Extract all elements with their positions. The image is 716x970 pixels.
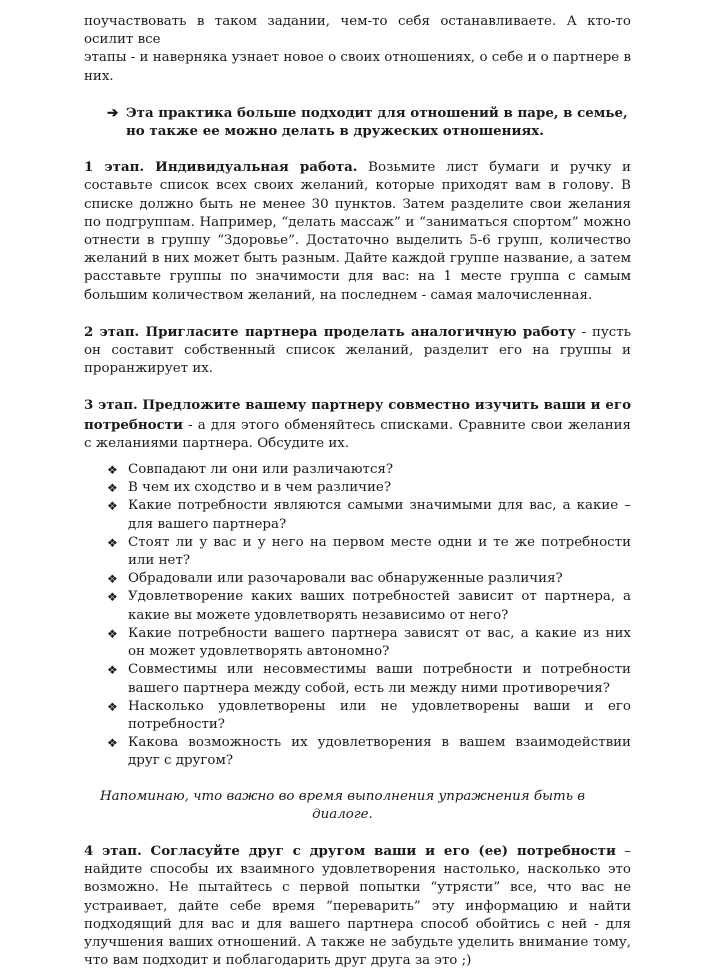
list-item-text: Какова возможность их удовлетворения в вашем взаимодействии друг с другом?: [128, 735, 631, 769]
list-item-text: Насколько удовлетворены или не удовлетворены ваши и его потребности?: [128, 698, 631, 732]
diamond-bullet-icon: ❖: [107, 463, 118, 478]
list-item: [107, 698, 631, 734]
stage-1-title: 1 этап. Индивидуальная работа.: [84, 159, 358, 176]
stage-3-body: - а для этого обменяйтесь списками. Сравните свои желания с желаниями партнера. Обсудите их.: [84, 417, 631, 451]
stage-2-title: 2 этап. Пригласите партнера проделать аналогичную работу: [84, 323, 576, 340]
list-item-text: Совместимы или несовместимы ваши потребности и потребности вашего партнера между собой, есть ли между ними противоречия?: [128, 662, 631, 696]
list-item: [107, 461, 631, 479]
intro-paragraph: [84, 13, 631, 86]
stage-4-paragraph: [84, 842, 631, 970]
list-item-text: Обрадовали или разочаровали вас обнаруженные различия?: [128, 571, 563, 587]
list-item: [107, 734, 631, 770]
diamond-bullet-icon: ❖: [107, 535, 118, 550]
list-item: [107, 625, 631, 661]
list-item: [107, 570, 631, 588]
stage-1-body: Возьмите лист бумаги и ручку и составьте список всех своих желаний, которые приходят вам в голову. В списке должно быть не менее 30 пунктов. Затем разделите свои желания по подгруппам. Например, “делать массаж” и “заниматься спортом” можно отнести в группу “Здоровье”. Достаточно выделить 5-6 групп, количество желаний в них может быть разным. Дайте каждой группе название, а затем расставьте группы по значимости для вас: на 1 месте группа с самым большим количеством желаний, на последнем - самая малочисленная.: [84, 160, 631, 303]
diamond-bullet-icon: ❖: [107, 736, 118, 751]
stage-2-paragraph: [84, 323, 631, 379]
list-item: [107, 534, 631, 570]
diamond-bullet-icon: ❖: [107, 481, 118, 496]
diamond-bullet-icon: ❖: [107, 499, 118, 514]
list-item-text: Какие потребности являются самыми значимыми для вас, а какие – для вашего партнера?: [128, 498, 631, 532]
stage-4-body: – найдите способы их взаимного удовлетворения настолько, насколько это возможно. Не пытайтесь с первой попытки “утрясти” все, что вас не устраивает, дайте себе время “переварить” эту информацию и найти подходящий для вас и для вашего партнера способ обойтись с ней - для улучшения ваших отношений. А также не забудьте уделить внимание тому, что вам подходит и поблагодарить друг друга за это ;): [84, 843, 631, 969]
diamond-bullet-icon: ❖: [107, 572, 118, 587]
list-item: [107, 588, 631, 624]
spacer: [84, 140, 631, 158]
list-item-text: Удовлетворение каких ваших потребностей зависит от партнера, а какие вы можете удовлетворять независимо от него?: [128, 589, 631, 623]
stage-4-title: 4 этап. Согласуйте друг с другом ваши и его (ее) потребности: [84, 842, 616, 859]
diamond-bullet-icon: ❖: [107, 699, 118, 714]
spacer: [84, 378, 631, 396]
list-item-text: В чем их сходство и в чем различие?: [128, 480, 392, 496]
callout-note: [107, 104, 631, 140]
list-item-text: Какие потребности вашего партнера зависят от вас, а какие из них он может удовлетворять автономно?: [128, 625, 631, 660]
spacer: [84, 771, 631, 788]
questions-list: [84, 461, 631, 770]
diamond-bullet-icon: ❖: [107, 590, 118, 605]
callout-text: Эта практика больше подходит для отношений в паре, в семье, но также ее можно делать в дружеских отношениях.: [126, 104, 628, 140]
stage-3-paragraph: [84, 396, 631, 453]
reminder-note: Напоминаю, что важно во время выполнения упражнения быть в диалоге.: [99, 788, 586, 822]
list-item-text: Стоят ли у вас и у него на первом месте одни и те же потребности или нет?: [128, 534, 631, 569]
spacer: [84, 453, 631, 461]
list-item: [107, 497, 631, 533]
intro-line-2: этапы - и наверняка узнает новое о своих отношениях, о себе и о партнере в них.: [84, 50, 631, 84]
spacer: [84, 86, 631, 104]
stage-3-title: 3 этап. Предложите вашему партнеру совместно изучить ваши и его потребности: [84, 397, 631, 433]
spacer: [84, 824, 631, 842]
stage-1-paragraph: [84, 158, 631, 305]
spacer: [84, 305, 631, 323]
intro-line-1: поучаствовать в таком задании, чем-то себя останавливаете. А кто-то осилит все: [84, 14, 631, 48]
list-item: [107, 661, 631, 697]
list-item: [107, 479, 631, 497]
arrow-right-icon: ➔: [107, 104, 119, 121]
diamond-bullet-icon: ❖: [107, 663, 118, 678]
stage-2-body: - пусть он составит собственный список желаний, разделит его на группы и проранжирует их.: [84, 324, 631, 377]
document-page: [84, 13, 631, 970]
diamond-bullet-icon: ❖: [107, 626, 118, 641]
list-item-text: Совпадают ли они или различаются?: [128, 462, 394, 478]
